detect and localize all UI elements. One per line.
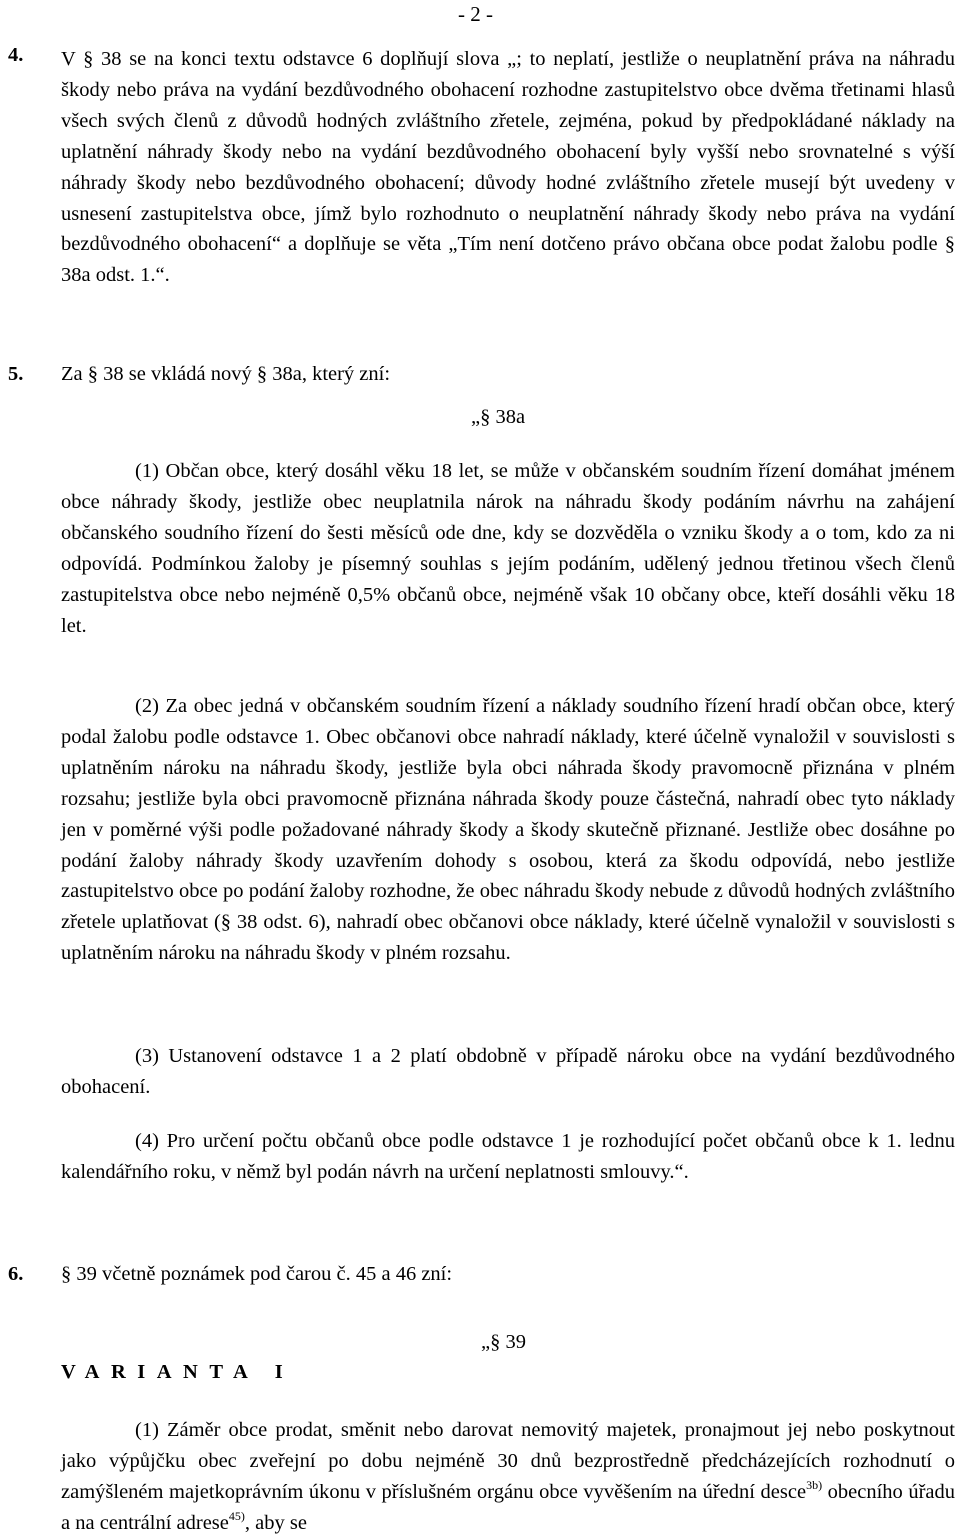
item-number-5: 5. bbox=[8, 363, 24, 385]
section-39-paragraph-1 bbox=[61, 1415, 955, 1539]
section-38a-paragraph-2: (2) Za obec jedná v občanském soudním řízení a náklady soudního řízení hradí občan obce, který podal žalobu podle odstavce 1. Obec občanovi obce nahradí náklady, které účelně vynaložil v souvislosti s uplatněním nároku na náhradu škody, jestliže byla obci náhrada škody pravomocně přiznána v plném rozsahu; jestliže byla obci pravomocně přiznána náhrada škody pouze částečná, nahradí obec tyto náklady jen v poměrné výši podle požadované náhrady škody a škody skutečně přiznané. Jestliže obec dosáhne po podání žaloby náhrady škody uzavřením dohody s osobou, která za škodu odpovídá, nebo jestliže zastupitelstvo obce po podání žaloby rozhodne, že obec náhradu škody nebude z důvodů hodných zvláštního zřetele uplatňovat (§ 38 odst. 6), nahradí obec občanovi obce náklady, které účelně vynaložil v souvislosti s uplatněním nároku na náhradu škody v plném rozsahu. bbox=[61, 695, 955, 965]
section-39-paragraph-1-part-1: (1) Záměr obce prodat, směnit nebo darovat nemovitý majetek, pronajmout jej nebo poskytnout jako výpůjčku obec zveřejní po dobu nejméně 30 dnů bezprostředně předcházejících rozhodnutí o zamýšleném majetkoprávním úkonu v příslušném orgánu obce vyvěšením na úřední desce bbox=[61, 1419, 955, 1503]
item-5-intro: Za § 38 se vkládá nový § 38a, který zní: bbox=[61, 363, 391, 385]
item-number-6: 6. bbox=[8, 1263, 24, 1285]
variant-label: VARIANTA I bbox=[61, 1361, 295, 1383]
section-39-heading: „§ 39 bbox=[481, 1331, 526, 1353]
section-39-paragraph-1-part-2: obecního úřadu a na centrální adrese bbox=[61, 1480, 955, 1534]
section-38a-paragraph-1: (1) Občan obce, který dosáhl věku 18 let, se může v občanském soudním řízení domáhat jménem obce náhrady škody, jestliže obec neuplatnila nárok na náhradu škody podáním návrhu na zahájení občanského soudního řízení do šesti měsíců ode dne, kdy se dozvěděla o vzniku škody a o tom, kdo za ni odpovídá. Podmínkou žaloby je písemný souhlas s jejím podáním, udělený jednou třetinou všech členů zastupitelstva obce nebo nejméně 0,5% občanů obce, nejméně však 10 občany obce, kteří dosáhli věku 18 let. bbox=[61, 460, 955, 637]
item-number-4: 4. bbox=[8, 44, 24, 66]
section-38a-heading: „§ 38a bbox=[471, 406, 526, 428]
section-38a-paragraph-3: (3) Ustanovení odstavce 1 a 2 platí obdobně v případě nároku obce na vydání bezdůvodného obohacení. bbox=[61, 1045, 955, 1098]
section-39-paragraph-1-part-3: , aby se bbox=[244, 1511, 307, 1534]
item-6-intro: § 39 včetně poznámek pod čarou č. 45 a 46 zní: bbox=[61, 1263, 453, 1285]
section-38a-paragraph-4: (4) Pro určení počtu občanů obce podle odstavce 1 je rozhodující počet občanů obce k 1. lednu kalendářního roku, v němž byl podán návrh na určení neplatnosti smlouvy.“. bbox=[61, 1130, 955, 1183]
footnote-ref-3b: 3b) bbox=[806, 1477, 823, 1492]
page-number: - 2 - bbox=[458, 2, 493, 26]
item-4-text: V § 38 se na konci textu odstavce 6 doplňují slova „; to neplatí, jestliže o neuplatnění práva na náhradu škody nebo práva na vydání bezdůvodného obohacení rozhodne zastupitelstvo obce dvěma třetinami hlasů všech svých členů z důvodů hodných zvláštního zřetele, zejména, pokud by předpokládané náklady na uplatnění náhrady škody nebo na vydání bezdůvodného obohacení byly vyšší nebo srovnatelné s výší náhrady škody nebo bezdůvodného obohacení; důvody hodné zvláštního zřetele musejí být uvedeny v usnesení zastupitelstva obce, jímž bylo rozhodnuto o neuplatnění náhrady škody nebo práva na vydání bezdůvodného obohacení“ a doplňuje se věta „Tím není dotčeno právo občana obce podat žalobu podle § 38a odst. 1.“. bbox=[61, 48, 955, 287]
footnote-ref-45: 45) bbox=[228, 1508, 245, 1523]
